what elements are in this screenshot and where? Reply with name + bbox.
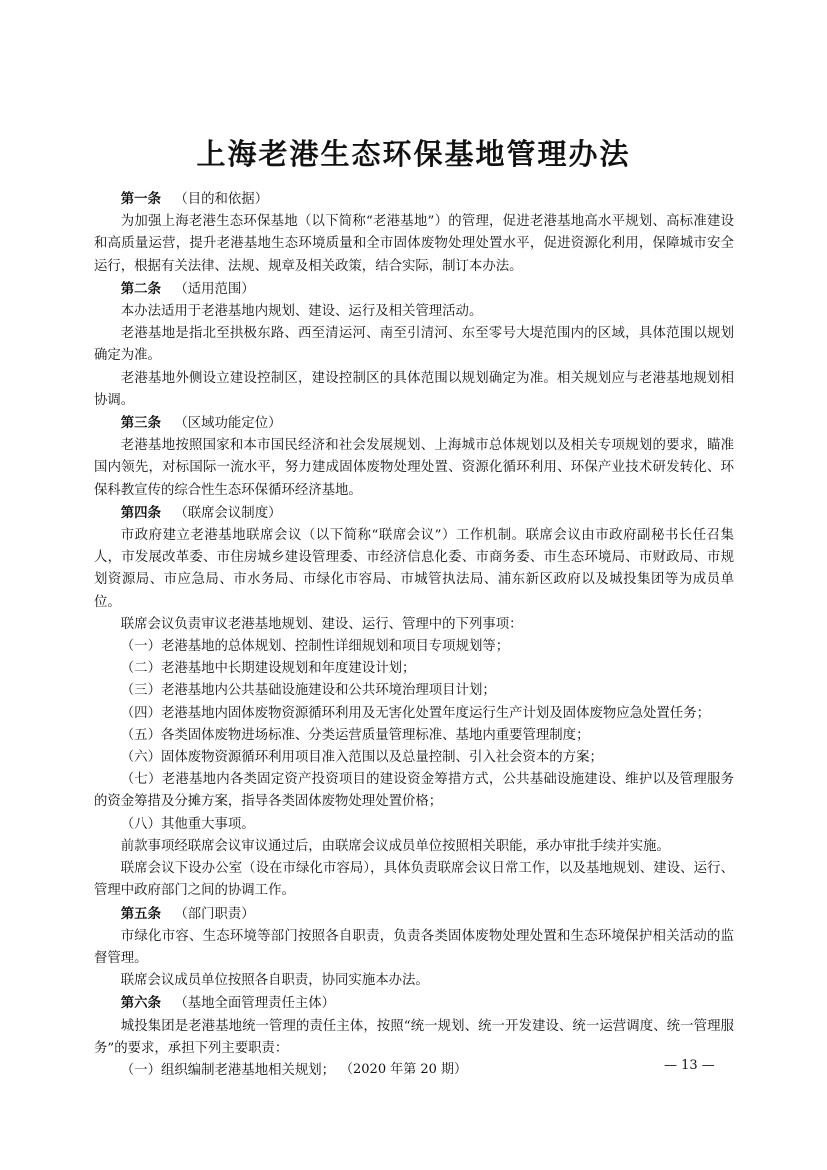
paragraph: 联席会议下设办公室（设在市绿化市容局），具体负责联席会议日常工作，以及基地规划、建设、运行、管理中政府部门之间的协调工作。 — [94, 861, 734, 899]
paragraph: （一）老港基地的总体规划、控制性详细规划和项目专项规划等； — [120, 639, 510, 655]
paragraph: 联席会议成员单位按照各自职责，协同实施本办法。 — [120, 973, 429, 989]
paragraph: 本办法适用于老港基地内规划、建设、运行及相关管理活动。 — [120, 304, 483, 320]
paragraph: （五）各类固体废物进场标准、分类运营质量管理标准、基地内重要管理制度； — [120, 727, 590, 743]
paragraph: （七）老港基地内各类固定资产投资项目的建设资金筹措方式，公共基础设施建设、维护以及管理服务的资金筹措及分摊方案，指导各类固体废物处理处置价格； — [94, 772, 734, 810]
paragraph: 城投集团是老港基地统一管理的责任主体，按照“统一规划、统一开发建设、统一运营调度、统一管理服务”的要求，承担下列主要职责： — [94, 1018, 734, 1056]
article-heading — [94, 412, 734, 435]
article-topic: （联席会议制度） — [174, 505, 282, 521]
article-topic: （目的和依据） — [174, 192, 269, 207]
document-title: 上海老港生态环保基地管理办法 — [196, 137, 631, 171]
article-number: 第四条 — [120, 504, 161, 521]
paragraph: 老港基地外侧设立建设控制区，建设控制区的具体范围以规划确定为准。相关规划应与老港基地规划相协调。 — [94, 370, 734, 408]
article-number: 第二条 — [120, 280, 161, 297]
article-number: 第五条 — [120, 905, 161, 922]
paragraph: （八）其他重大事项。 — [120, 816, 255, 832]
document-body — [94, 188, 734, 1082]
article-heading — [94, 278, 734, 301]
article-number: 第三条 — [120, 415, 161, 432]
paragraph: （一）组织编制老港基地相关规划； — [120, 1062, 336, 1078]
paragraph: 市政府建立老港基地联席会议（以下简称“联席会议”）工作机制。联席会议由市政府副秘书长任召集人，市发展改革委、市住房城乡建设管理委、市经济信息化委、市商务委、市生态环境局、市财政局、市规划资源局、市应急局、市水务局、市绿化市容局、市城管执法局、浦东新区政府以及城投集团等为成员单位。 — [94, 528, 734, 610]
page-number: — 13 — — [664, 1058, 715, 1073]
paragraph: （二）老港基地中长期建设规划和年度建设计划； — [120, 661, 416, 677]
paragraph: 前款事项经联席会议审议通过后，由联席会议成员单位按照相关职能，承办审批手续并实施。 — [120, 838, 670, 854]
article-number: 第六条 — [120, 995, 161, 1012]
paragraph: （三）老港基地内公共基础设施建设和公共环境治理项目计划； — [120, 683, 496, 699]
article-topic: （区域功能定位） — [174, 416, 282, 432]
paragraph: 联席会议负责审议老港基地规划、建设、运行、管理中的下列事项： — [120, 616, 523, 632]
issue-label: （2020 年第 20 期） — [340, 1062, 468, 1077]
article-heading — [94, 188, 734, 211]
article-heading — [94, 992, 734, 1015]
paragraph: 市绿化市容、生态环境等部门按照各自职责，负责各类固体废物处理处置和生态环境保护相关活动的监督管理。 — [94, 928, 734, 966]
paragraph: 为加强上海老港生态环保基地（以下简称“老港基地”）的管理，促进老港基地高水平规划、高标准建设和高质量运营，提升老港基地生态环境质量和全市固体废物处理处置水平，促进资源化利用，保障城市安全运行，根据有关法律、法规、规章及相关政策，结合实际，制订本办法。 — [94, 214, 734, 274]
article-heading — [94, 903, 734, 926]
article-topic: （部门职责） — [174, 906, 255, 922]
article-topic: （基地全面管理责任主体） — [174, 996, 336, 1012]
paragraph: 老港基地按照国家和本市国民经济和社会发展规划、上海城市总体规划以及相关专项规划的要求，瞄准国内领先，对标国际一流水平，努力建成固体废物处理处置、资源化循环利用、环保产业技术研发转化、环保科教宣传的综合性生态环保循环经济基地。 — [94, 438, 734, 498]
article-number: 第一条 — [120, 191, 161, 207]
paragraph: （六）固体废物资源循环利用项目准入范围以及总量控制、引入社会资本的方案； — [120, 750, 603, 766]
paragraph: 老港基地是指北至拱极东路、西至清运河、南至引清河、东至零号大堤范围内的区域，具体范围以规划确定为准。 — [94, 326, 734, 364]
article-topic: （适用范围） — [174, 281, 255, 297]
article-heading — [94, 502, 734, 525]
paragraph: （四）老港基地内固体废物资源循环利用及无害化处置年度运行生产计划及固体废物应急处置任务； — [120, 705, 710, 721]
